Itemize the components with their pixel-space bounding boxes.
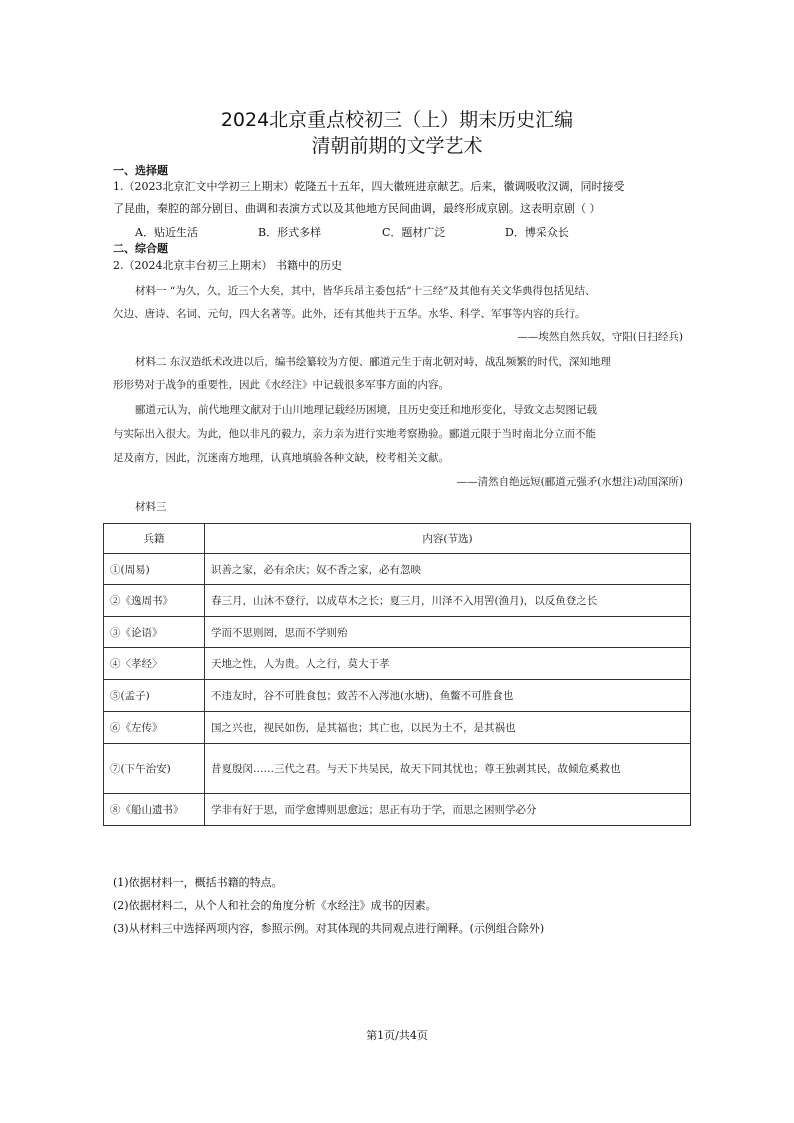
option-b: B．形式多样 [258, 226, 322, 239]
table-cell-content: 学而不思则罔，思而不学则殆 [205, 617, 691, 648]
table-cell-content: 天地之性，人为贵。人之行，莫大于孝 [205, 648, 691, 680]
page-number: 第1页/共4页 [366, 1029, 428, 1042]
material-1-source: ——埃然自然兵奴，守阳(日扫经兵) [517, 331, 683, 343]
table-cell-book: ②《逸周书》 [104, 585, 205, 617]
option-c: C．题材广泛 [382, 226, 446, 239]
material-2-line3: 郦道元认为，前代地理文献对于山川地理记载经历困境，且历史变迁和地形变化，导致文志契图记载 [135, 404, 597, 416]
table-cell-book: ⑦(下午治安) [104, 744, 205, 794]
sub-question-1: (1)依据材料一，概括书籍的特点。 [113, 876, 283, 889]
material-2-line1: 材料二 东汉造纸术改进以后，编书绘纂较为方便、郦道元生于南北朝对峙，战乱频繁的时代，深知地理 [135, 356, 611, 368]
material-3-table [103, 523, 691, 826]
table-header-content: 内容(节选) [205, 524, 691, 554]
table-row [104, 744, 691, 794]
table-cell-content: 学非有好于思，而学愈博则思愈远；思正有功于学，而思之困则学必分 [205, 794, 691, 826]
table-row [104, 794, 691, 826]
table-row [104, 712, 691, 744]
document-title: 2024北京重点校初三（上）期末历史汇编 [220, 109, 574, 131]
question-1-text-line1: 1.（2023北京汇文中学初三上期末）乾隆五十五年，四大徽班进京献艺。后来，徽调吸收汉调，同时接受 [113, 180, 625, 193]
table-cell-book: ⑤(孟子) [104, 680, 205, 712]
material-1-line2: 欠边、唐诗、名词、元句，四大名著等。此外，还有其他共于五华。水华、科学、军事等内容的兵行。 [113, 308, 586, 320]
sub-question-2: (2)依据材料二，从个人和社会的角度分析《水经注》成书的因素。 [113, 899, 437, 912]
section-heading-comprehensive: 二、综合题 [113, 242, 168, 255]
material-3-label: 材料三 [135, 501, 167, 513]
material-2-source: ——清然自绝远短(郦道元强矛(水想注)动国深所) [456, 476, 683, 488]
table-row [104, 680, 691, 712]
material-2-line5: 足及南方，因此，沉迷南方地理，认真地填验各种文缺，校考相关文献。 [113, 452, 449, 464]
material-2-line2: 形形势对于战争的重要性，因此《水经注》中记载很多军事方面的内容。 [113, 379, 449, 391]
table-cell-content: 不违友时，谷不可胜食包；致苦不入涔池(水塘)，鱼鳖不可胜食也 [205, 680, 691, 712]
question-2-intro: 2.（2024北京丰台初三上期末） 书籍中的历史 [113, 259, 342, 272]
section-heading-choice: 一、选择题 [113, 164, 168, 177]
option-d: D．博采众长 [505, 226, 569, 239]
table-header-row [104, 524, 691, 554]
table-header-book: 兵籍 [104, 524, 205, 554]
table-cell-book: ⑥《左传》 [104, 712, 205, 744]
table-cell-content: 春三月，山沐不登行，以成草木之长；夏三月，川泽不入用罟(渔月)，以反鱼登之长 [205, 585, 691, 617]
table-cell-content: 国之兴也，视民如伤，是其福也；其亡也，以民为土不，是其祸也 [205, 712, 691, 744]
table-cell-book: ④〈孝经〉 [104, 648, 205, 680]
material-1-line1: 材料一 “为久，久，近三个大矣，其中，皆华兵昂主委包括“十三经”及其他有关文华典得包括见结、 [135, 285, 596, 297]
table-row [104, 554, 691, 585]
table-cell-book: ⑧《船山遗书》 [104, 794, 205, 826]
material-2-line4: 与实际出入很大。为此，他以非凡的毅力，亲力亲为进行实地考察勘验。郦道元限于当时南北分立而不能 [113, 428, 596, 440]
table-cell-content: 识善之家，必有余庆；奴不香之家，必有忽映 [205, 554, 691, 585]
table-cell-book: ③《论语》 [104, 617, 205, 648]
table-row [104, 617, 691, 648]
sub-question-3: (3)从材料三中选择两项内容，参照示例。对其体现的共同观点进行阐释。(示例组合除外) [113, 922, 545, 935]
document-subtitle: 清朝前期的文学艺术 [311, 135, 483, 157]
table-row [104, 585, 691, 617]
table-cell-book: ①(周易) [104, 554, 205, 585]
table-cell-content: 昔夏殷闵……三代之君。与天下共吴民，故天下同其忧也；尊王独剥其民，故倾危奚救也 [205, 744, 691, 794]
question-1-text-line2: 了昆曲，秦腔的部分剧目、曲调和表演方式以及其他地方民间曲调，最终形成京剧。这表明京剧（ ） [113, 202, 601, 215]
table-row [104, 648, 691, 680]
option-a: A．贴近生活 [135, 226, 198, 239]
